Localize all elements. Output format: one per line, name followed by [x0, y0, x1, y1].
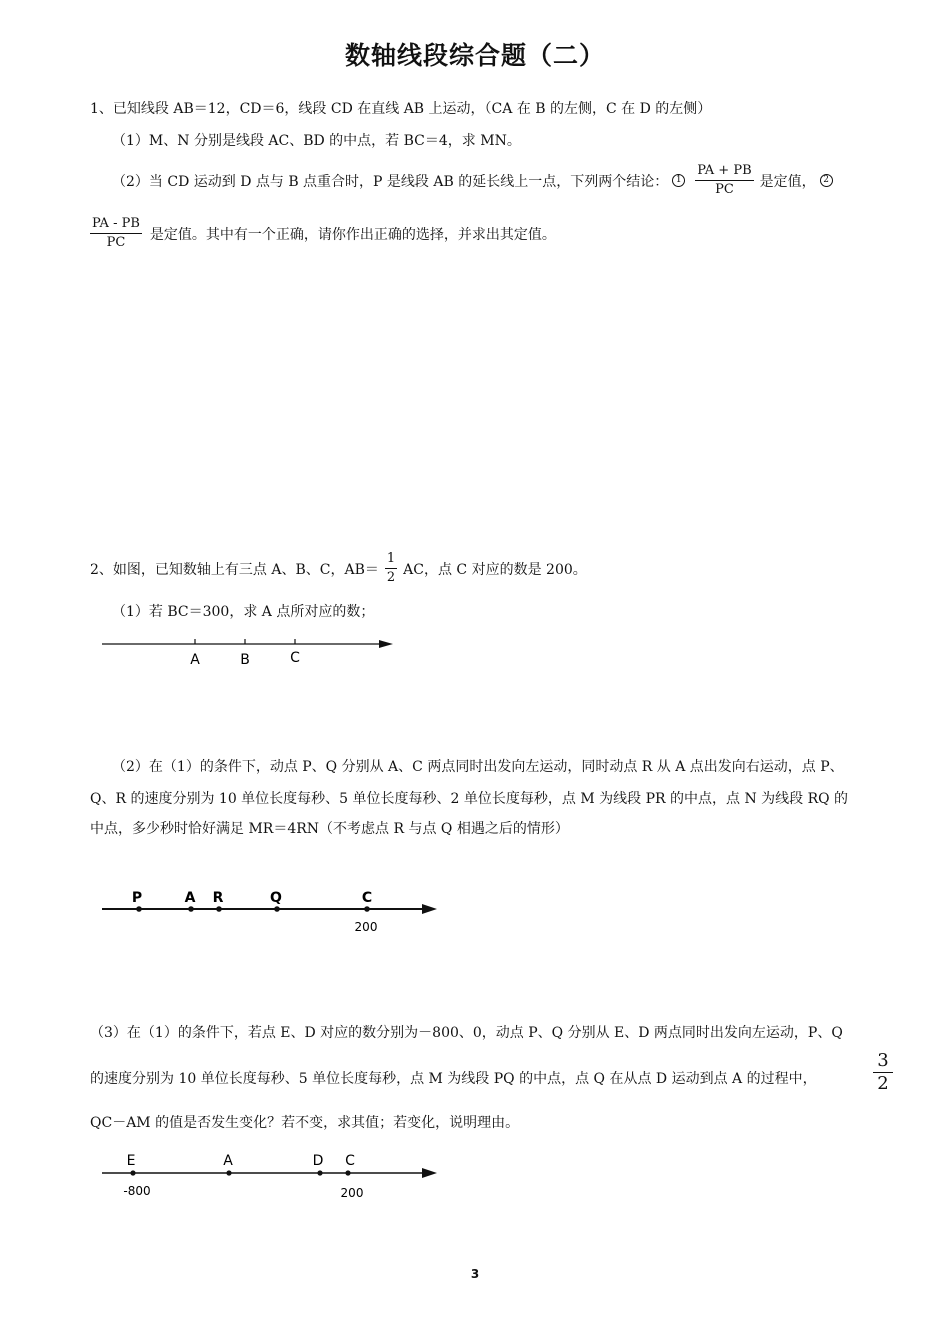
- axis-arrow: [379, 640, 393, 648]
- fraction-numerator: PA - PB: [90, 215, 142, 234]
- fraction-one-half: [385, 550, 397, 587]
- fraction-denominator: PC: [106, 235, 126, 250]
- q1-part2-text-c: 是定值。其中有一个正确，请你作出正确的选择，并求出其定值。: [149, 226, 556, 243]
- number-line-figure-3: [95, 1148, 445, 1208]
- point-q: [274, 906, 280, 912]
- label-a: A: [184, 890, 196, 906]
- point-e: [130, 1170, 135, 1175]
- q2-part3-line2: 的速度分别为 10 单位长度每秒、5 单位长度每秒，点 M 为线段 PQ 的中点，点 Q 在从点 D 运动到点 A 的过程中，: [90, 1071, 817, 1087]
- label-e: E: [126, 1153, 136, 1169]
- label-r: R: [212, 890, 224, 906]
- fraction-pa-plus-pb-over-pc: [695, 162, 753, 199]
- label-b: B: [240, 652, 250, 668]
- point-r: [216, 906, 222, 912]
- q1-part2-text-a: （2）当 CD 运动到 D 点与 B 点重合时，P 是线段 AB 的延长线上一点，下列两个结论：: [112, 173, 669, 190]
- q2-stem: [90, 550, 587, 587]
- fraction-three-halves: [873, 1050, 893, 1095]
- q1-part1: （1）M、N 分别是线段 AC、BD 的中点，若 BC＝4，求 MN。: [112, 133, 521, 149]
- fraction-numerator: 1: [385, 550, 397, 569]
- fraction-denominator: PC: [715, 182, 734, 197]
- point-c: [345, 1170, 350, 1175]
- point-a: [226, 1170, 231, 1175]
- number-line-figure-1: [95, 628, 405, 673]
- axis-arrow: [422, 904, 437, 914]
- q2-part3-line3: QC－AM 的值是否发生变化？若不变，求其值；若变化，说明理由。: [90, 1115, 520, 1131]
- q1-stem: 1、已知线段 AB＝12，CD＝6，线段 CD 在直线 AB 上运动，（CA 在 B 的左侧，C 在 D 的左侧）: [90, 101, 712, 117]
- q1-part2-line2: [90, 215, 556, 252]
- q1-part2-line1: [112, 162, 837, 199]
- value-c: 200: [354, 920, 378, 934]
- q2-part2-line1: （2）在（1）的条件下，动点 P、Q 分别从 A、C 两点同时出发向左运动，同时动点 R 从 A 点出发向右运动，点 P、: [112, 759, 844, 775]
- value-c: 200: [340, 1186, 364, 1200]
- point-c: [364, 906, 370, 912]
- number-line-figure-2: [95, 882, 445, 937]
- axis-arrow: [422, 1168, 437, 1178]
- label-c: C: [361, 890, 373, 906]
- q2-part2-line2: Q、R 的速度分别为 10 单位长度每秒、5 单位长度每秒、2 单位长度每秒，点 M 为线段 PR 的中点，点 N 为线段 RQ 的: [90, 791, 849, 807]
- q2-part1: （1）若 BC＝300，求 A 点所对应的数；: [112, 604, 375, 620]
- label-a: A: [190, 652, 200, 668]
- page-title: 数轴线段综合题（二）: [344, 41, 605, 70]
- q2-stem-text-a: 2、如图，已知数轴上有三点 A、B、C，AB＝: [90, 561, 379, 578]
- fraction-denominator: 2: [386, 570, 396, 585]
- fraction-denominator: 2: [877, 1073, 889, 1094]
- q2-stem-text-b: AC，点 C 对应的数是 200。: [403, 561, 587, 578]
- q1-part2-text-b: 是定值，: [759, 173, 816, 190]
- label-d: D: [312, 1153, 324, 1169]
- circled-number-1: 1: [672, 174, 685, 187]
- q2-part3-line1: （3）在（1）的条件下，若点 E、D 对应的数分别为－800、0，动点 P、Q 分别从 E、D 两点同时出发向左运动，P、Q: [90, 1025, 843, 1041]
- label-c: C: [290, 650, 300, 666]
- q2-part2-line3: 中点，多少秒时恰好满足 MR＝4RN（不考虑点 R 与点 Q 相遇之后的情形）: [90, 821, 569, 837]
- point-a: [188, 906, 194, 912]
- label-c: C: [345, 1153, 355, 1169]
- page-number: 3: [470, 1267, 480, 1281]
- label-q: Q: [270, 890, 282, 906]
- point-d: [317, 1170, 322, 1175]
- point-p: [136, 906, 142, 912]
- value-e: -800: [123, 1184, 151, 1198]
- fraction-numerator: 3: [873, 1050, 893, 1073]
- fraction-pa-minus-pb-over-pc: [90, 215, 142, 252]
- circled-number-2: 2: [820, 174, 833, 187]
- label-a: A: [223, 1153, 233, 1169]
- label-p: P: [131, 890, 143, 906]
- fraction-numerator: PA + PB: [695, 162, 753, 181]
